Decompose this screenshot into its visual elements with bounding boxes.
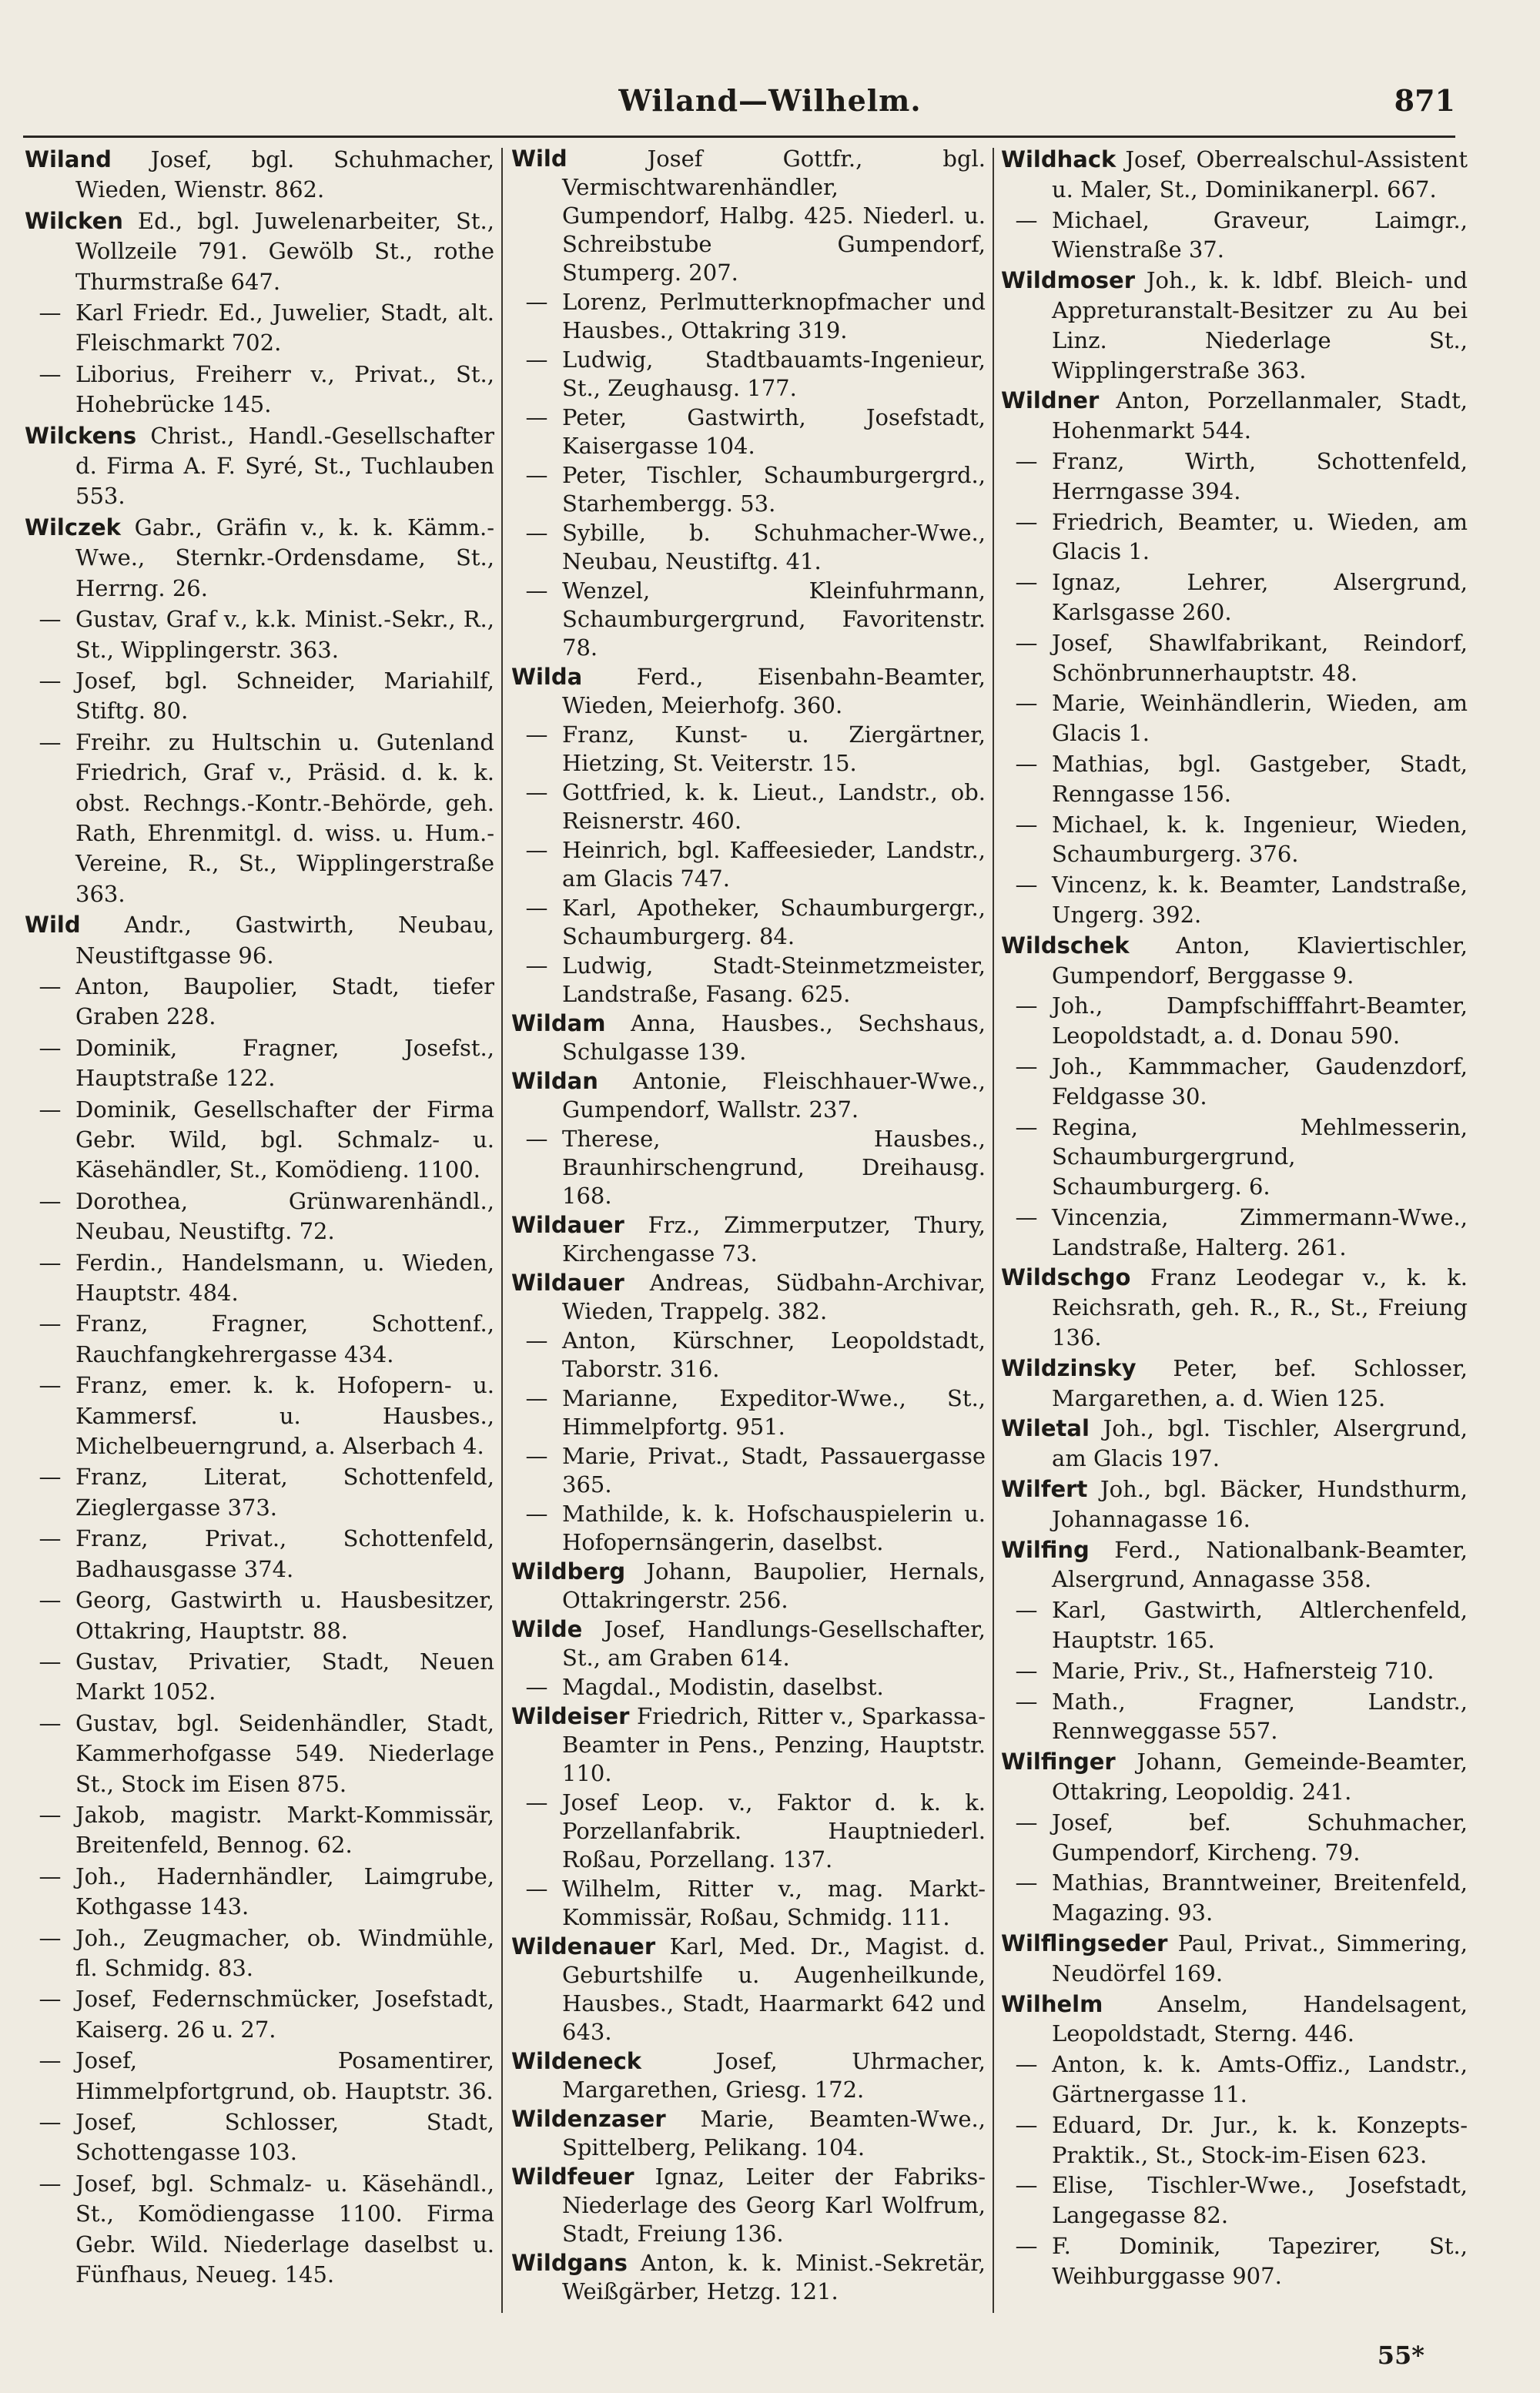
directory-entry: [25, 2169, 494, 2291]
entry-text: Frz., Zimmerputzer, Thury, Kirchengasse 73.: [562, 1212, 986, 1267]
entry-text: Josef, Uhrmacher, Margarethen, Griesg. 172.: [562, 2048, 986, 2103]
directory-entry: [511, 346, 986, 403]
entry-text: Marie, Weinhändlerin, Wieden, am Glacis 1.: [1052, 690, 1468, 747]
column-1: [25, 145, 494, 2316]
entry-text: Peter, bef. Schlosser, Margarethen, a. d. Wien 125.: [1052, 1354, 1468, 1411]
entry-surname: Wiland: [25, 146, 112, 172]
repeat-dash: —: [525, 837, 548, 863]
directory-entry: [25, 1524, 494, 1585]
directory-entry: [511, 1009, 986, 1066]
directory-entry: [1001, 2050, 1468, 2110]
directory-entry: [25, 604, 494, 665]
directory-entry: [25, 972, 494, 1033]
entry-text: Franz, Wirth, Schottenfeld, Herrngasse 394.: [1052, 447, 1468, 504]
directory-entry: [511, 778, 986, 835]
directory-entry: [1001, 2110, 1468, 2170]
header-rule: [23, 136, 1455, 138]
entry-text: Antonie, Fleischhauer-Wwe., Gumpendorf, Wallstr. 237.: [562, 1068, 986, 1123]
entry-surname: Wiletal: [1001, 1415, 1090, 1442]
entry-text: Joh., Zeugmacher, ob. Windmühle, fl. Schmidg. 83.: [75, 1924, 494, 1981]
repeat-dash: —: [38, 972, 62, 999]
entry-text: Joh., k. k. ldbf. Bleich- und Appreturanstalt-Besitzer zu Au bei Linz. Niederlage St., Wipplingerstraße 363.: [1052, 267, 1468, 383]
entry-text: Therese, Hausbes., Braunhirschengrund, Dreihausg. 168.: [562, 1126, 986, 1209]
entry-text: Marie, Priv., St., Hafnersteig 710.: [1052, 1657, 1435, 1684]
entry-text: Math., Fragner, Landstr., Rennweggasse 557.: [1052, 1688, 1468, 1745]
directory-entry: [1001, 1113, 1468, 1202]
directory-entry: [25, 2046, 494, 2107]
entry-surname: Wildeiser: [511, 1703, 630, 1729]
directory-entry: [511, 2047, 986, 2104]
directory-entry: [511, 145, 986, 287]
repeat-dash: —: [38, 360, 62, 387]
entry-surname: Wilfert: [1001, 1476, 1088, 1503]
entry-surname: Wildfeuer: [511, 2164, 634, 2190]
repeat-dash: —: [1015, 1688, 1038, 1715]
repeat-dash: —: [525, 952, 548, 979]
repeat-dash: —: [525, 289, 548, 315]
directory-entry: [511, 1702, 986, 1788]
entry-text: Franz, Kunst- u. Ziergärtner, Hietzing, St. Veiterstr. 15.: [562, 721, 986, 776]
repeat-dash: —: [1015, 2172, 1038, 2199]
entry-text: Vincenzia, Zimmermann-Wwe., Landstraße, Halterg. 261.: [1052, 1203, 1468, 1260]
signature-mark: 55*: [1377, 2341, 1424, 2370]
entry-text: Karl, Gastwirth, Altlerchenfeld, Hauptstr. 165.: [1052, 1597, 1468, 1654]
directory-entry: [511, 1875, 986, 1932]
entry-surname: Wilhelm: [1001, 1990, 1103, 2017]
directory-entry: [511, 1933, 986, 2047]
repeat-dash: —: [1015, 2232, 1038, 2259]
entry-text: Peter, Tischler, Schaumburgergrd., Starhembergg. 53.: [562, 462, 986, 517]
repeat-dash: —: [525, 1443, 548, 1469]
entry-text: Heinrich, bgl. Kaffeesieder, Landstr., am Glacis 747.: [562, 837, 986, 892]
directory-entry: [1001, 991, 1468, 1051]
running-head: Wiland—Wilhelm.: [618, 83, 922, 118]
entry-text: Anna, Hausbes., Sechshaus, Schulgasse 139.: [562, 1010, 986, 1065]
entry-text: Jakob, magistr. Markt-Kommissär, Breitenfeld, Bennog. 62.: [75, 1801, 494, 1859]
repeat-dash: —: [525, 1789, 548, 1816]
entry-text: Josef Leop. v., Faktor d. k. k. Porzellanfabrik. Hauptniederl. Roßau, Porzellang. 137.: [562, 1789, 986, 1873]
entry-text: Joh., Hadernhändler, Laimgrube, Kothgasse 143.: [75, 1863, 494, 1920]
directory-entry: [1001, 749, 1468, 809]
entry-text: Paul, Privat., Simmering, Neudörfel 169.: [1052, 1930, 1468, 1986]
entry-text: Mathilde, k. k. Hofschauspielerin u. Hofopernsängerin, daselbst.: [562, 1501, 986, 1555]
entry-text: Gustav, Graf v., k.k. Minist.-Sekr., R., St., Wipplingerstr. 363.: [75, 606, 494, 663]
entry-text: Magdal., Modistin, daselbst.: [562, 1674, 884, 1700]
entry-text: Josef, Oberrealschul-Assistent u. Maler, St., Dominikanerpl. 667.: [1052, 146, 1468, 202]
directory-entry: [511, 952, 986, 1009]
repeat-dash: —: [38, 1648, 62, 1675]
directory-entry: [1001, 567, 1468, 628]
directory-entry: [511, 519, 986, 576]
directory-entry: [511, 1067, 986, 1124]
directory-entry: [25, 1585, 494, 1646]
repeat-dash: —: [38, 1525, 62, 1552]
repeat-dash: —: [525, 1385, 548, 1411]
directory-entry: [511, 577, 986, 662]
entry-text: Dominik, Fragner, Josefst., Hauptstraße 122.: [75, 1034, 494, 1092]
entry-text: Elise, Tischler-Wwe., Josefstadt, Langegasse 82.: [1052, 2172, 1468, 2229]
repeat-dash: —: [525, 462, 548, 488]
column-2: [511, 145, 986, 2316]
directory-entry: [25, 1984, 494, 2045]
directory-entry: [511, 721, 986, 778]
entry-surname: Wildhack: [1001, 146, 1116, 172]
directory-entry: [511, 1615, 986, 1672]
entry-text: Ferd., Eisenbahn-Beamter, Wieden, Meierhofg. 360.: [562, 664, 986, 718]
directory-entry: [25, 1186, 494, 1247]
directory-entry: [1001, 1808, 1468, 1868]
entry-text: Anton, Kürschner, Leopoldstadt, Taborstr. 316.: [562, 1327, 986, 1382]
page-header: [0, 80, 1540, 134]
repeat-dash: —: [525, 895, 548, 921]
entry-text: Vincenz, k. k. Beamter, Landstraße, Ungerg. 392.: [1052, 872, 1468, 928]
repeat-dash: —: [38, 1986, 62, 2013]
entry-text: Franz, Privat., Schottenfeld, Badhausgasse 374.: [75, 1525, 494, 1582]
entry-surname: Wilcken: [25, 207, 123, 234]
repeat-dash: —: [38, 1187, 62, 1214]
repeat-dash: —: [1015, 1203, 1038, 1230]
directory-entry: [1001, 2170, 1468, 2231]
directory-entry: [25, 513, 494, 604]
directory-entry: [1001, 145, 1468, 205]
repeat-dash: —: [1015, 447, 1038, 474]
directory-entry: [511, 1327, 986, 1384]
entry-text: Wilhelm, Ritter v., mag. Markt-Kommissär, Roßau, Schmidg. 111.: [562, 1876, 986, 1930]
entry-text: Wenzel, Kleinfuhrmann, Schaumburgergrund, Favoritenstr. 78.: [562, 577, 986, 661]
entry-text: Regina, Mehlmesserin, Schaumburgergrund, Schaumburgerg. 6.: [1052, 1113, 1468, 1200]
repeat-dash: —: [38, 1310, 62, 1337]
entry-text: Gustav, Privatier, Stadt, Neuen Markt 1052.: [75, 1648, 494, 1705]
entry-text: Josef, Handlungs-Gesellschafter, St., am Graben 614.: [562, 1616, 986, 1671]
entry-text: Dorothea, Grünwarenhändl., Neubau, Neustiftg. 72.: [75, 1187, 494, 1245]
entry-text: Marie, Privat., Stadt, Passauergasse 365.: [562, 1443, 986, 1498]
entry-surname: Wildenauer: [511, 1933, 656, 1960]
entry-surname: Wild: [25, 912, 81, 939]
entry-text: Mathias, Branntweiner, Breitenfeld, Magazing. 93.: [1052, 1869, 1468, 1926]
directory-entry: [25, 666, 494, 727]
directory-entry: [1001, 931, 1468, 991]
repeat-dash: —: [38, 1924, 62, 1951]
repeat-dash: —: [1015, 1657, 1038, 1684]
directory-entry: [511, 2105, 986, 2162]
entry-surname: Wildauer: [511, 1212, 624, 1238]
directory-entry: [511, 663, 986, 720]
entry-surname: Wilde: [511, 1616, 583, 1642]
directory-entry: [25, 298, 494, 359]
directory-entry: [511, 461, 986, 518]
directory-entry: [1001, 1595, 1468, 1655]
repeat-dash: —: [1015, 569, 1038, 596]
directory-entry: [1001, 386, 1468, 446]
entry-text: Michael, Graveur, Laimgr., Wienstraße 37.: [1052, 206, 1468, 263]
repeat-dash: —: [38, 300, 62, 326]
entry-text: Karl Friedr. Ed., Juwelier, Stadt, alt. Fleischmarkt 702.: [75, 300, 494, 356]
entry-text: Josef, Shawlfabrikant, Reindorf, Schönbrunnerhauptstr. 48.: [1052, 629, 1468, 686]
directory-entry: [1001, 1929, 1468, 1989]
entry-text: Franz, Literat, Schottenfeld, Zieglergasse 373.: [75, 1464, 494, 1521]
repeat-dash: —: [1015, 2111, 1038, 2138]
repeat-dash: —: [1015, 1113, 1038, 1140]
entry-text: Friedrich, Beamter, u. Wieden, am Glacis 1.: [1052, 508, 1468, 565]
directory-entry: [25, 728, 494, 909]
entry-surname: Wildgans: [511, 2250, 628, 2276]
entry-text: Joh., bgl. Tischler, Alsergrund, am Glacis 197.: [1052, 1415, 1468, 1472]
directory-entry: [25, 1095, 494, 1186]
repeat-dash: —: [38, 1096, 62, 1123]
directory-entry: [511, 1500, 986, 1557]
directory-entry: [511, 288, 986, 345]
entry-text: Ludwig, Stadtbauamts-Ingenieur, St., Zeughausg. 177.: [562, 346, 986, 401]
repeat-dash: —: [525, 1501, 548, 1527]
entry-text: Johann, Baupolier, Hernals, Ottakringerstr. 256.: [562, 1558, 986, 1613]
entry-text: Ignaz, Lehrer, Alsergrund, Karlsgasse 260.: [1052, 569, 1468, 625]
directory-entry: [25, 1923, 494, 1984]
entry-surname: Wildner: [1001, 387, 1100, 414]
entry-text: Karl, Med. Dr., Magist. d. Geburtshilfe u. Augenheilkunde, Hausbes., Stadt, Haarmarkt 642 und 643.: [562, 1933, 986, 2045]
repeat-dash: —: [1015, 992, 1038, 1019]
entry-text: Anton, k. k. Amts-Offiz., Landstr., Gärtnergasse 11.: [1052, 2051, 1468, 2107]
repeat-dash: —: [38, 2047, 62, 2074]
entry-text: Anton, Baupolier, Stadt, tiefer Graben 228.: [75, 972, 494, 1030]
directory-entry: [511, 1442, 986, 1499]
directory-entry: [25, 1709, 494, 1799]
entry-text: Anselm, Handelsagent, Leopoldstadt, Sterng. 446.: [1052, 1990, 1468, 2047]
directory-entry: [511, 1558, 986, 1615]
repeat-dash: —: [1015, 1869, 1038, 1896]
repeat-dash: —: [1015, 811, 1038, 838]
entry-text: Liborius, Freiherr v., Privat., St., Hohebrücke 145.: [75, 360, 494, 418]
repeat-dash: —: [525, 577, 548, 604]
directory-entry: [511, 403, 986, 460]
entry-text: Ludwig, Stadt-Steinmetzmeister, Landstraße, Fasang. 625.: [562, 952, 986, 1007]
repeat-dash: —: [38, 1587, 62, 1614]
directory-entry: [1001, 266, 1468, 385]
repeat-dash: —: [38, 1249, 62, 1276]
directory-entry: [1001, 1656, 1468, 1686]
repeat-dash: —: [525, 721, 548, 748]
entry-text: Andr., Gastwirth, Neubau, Neustiftgasse 96.: [75, 912, 494, 969]
entry-surname: Wildschgo: [1001, 1264, 1131, 1291]
directory-entry: [1001, 1687, 1468, 1747]
entry-text: Georg, Gastwirth u. Hausbesitzer, Ottakring, Hauptstr. 88.: [75, 1587, 494, 1644]
entry-surname: Wildenzaser: [511, 2106, 666, 2132]
repeat-dash: —: [38, 606, 62, 633]
directory-entry: [1001, 507, 1468, 567]
repeat-dash: —: [1015, 508, 1038, 535]
repeat-dash: —: [525, 1126, 548, 1152]
entry-text: Gabr., Gräfin v., k. k. Kämm.-Wwe., Sternkr.-Ordensdame, St., Herrng. 26.: [75, 514, 494, 601]
entry-surname: Wilflingseder: [1001, 1930, 1168, 1957]
repeat-dash: —: [1015, 872, 1038, 899]
directory-entry: [1001, 1354, 1468, 1414]
repeat-dash: —: [525, 520, 548, 546]
repeat-dash: —: [38, 1464, 62, 1491]
directory-entry: [1001, 628, 1468, 688]
directory-entry: [25, 145, 494, 206]
entry-surname: Wildeneck: [511, 2048, 642, 2074]
entry-text: Anton, Porzellanmaler, Stadt, Hohenmarkt 544.: [1052, 387, 1468, 444]
directory-entry: [25, 1800, 494, 1861]
entry-text: Andreas, Südbahn-Archivar, Wieden, Trappelg. 382.: [562, 1270, 986, 1324]
repeat-dash: —: [525, 1327, 548, 1354]
directory-entry: [1001, 1414, 1468, 1474]
entry-text: Michael, k. k. Ingenieur, Wieden, Schaumburgerg. 376.: [1052, 811, 1468, 868]
repeat-dash: —: [38, 1801, 62, 1828]
entry-text: Josef, bef. Schuhmacher, Gumpendorf, Kircheng. 79.: [1052, 1809, 1468, 1866]
repeat-dash: —: [1015, 2051, 1038, 2078]
directory-entry: [511, 2249, 986, 2306]
directory-entry: [511, 1673, 986, 1702]
directory-entry: [1001, 870, 1468, 930]
entry-text: Marianne, Expeditor-Wwe., St., Himmelpfortg. 951.: [562, 1385, 986, 1440]
directory-entry: [1001, 447, 1468, 507]
directory-entry: [1001, 206, 1468, 266]
entry-text: Mathias, bgl. Gastgeber, Stadt, Renngasse 156.: [1052, 750, 1468, 807]
entry-text: Josef, bgl. Schuhmacher, Wieden, Wienstr. 862.: [75, 146, 494, 203]
entry-text: Josef, Posamentirer, Himmelpfortgrund, ob. Hauptstr. 36.: [75, 2047, 494, 2104]
entry-text: Anton, Klaviertischler, Gumpendorf, Berggasse 9.: [1052, 932, 1468, 989]
entry-text: Karl, Apotheker, Schaumburgergr., Schaumburgerg. 84.: [562, 895, 986, 949]
directory-entry: [25, 2107, 494, 2168]
entry-text: Josef, bgl. Schneider, Mariahilf, Stiftg. 80.: [75, 667, 494, 725]
repeat-dash: —: [38, 2170, 62, 2197]
entry-surname: Wildauer: [511, 1270, 624, 1296]
entry-surname: Wilfinger: [1001, 1749, 1116, 1776]
entry-surname: Wild: [511, 146, 567, 172]
directory-entry: [511, 894, 986, 951]
repeat-dash: —: [1015, 750, 1038, 777]
entry-text: Franz Leodegar v., k. k. Reichsrath, geh. R., R., St., Freiung 136.: [1052, 1264, 1468, 1351]
directory-entry: [25, 1309, 494, 1370]
entry-text: Peter, Gastwirth, Josefstadt, Kaisergasse 104.: [562, 404, 986, 459]
directory-entry: [1001, 1868, 1468, 1928]
directory-entry: [511, 1384, 986, 1441]
entry-text: F. Dominik, Tapezirer, St., Weihburggasse 907.: [1052, 2232, 1468, 2289]
directory-entry: [25, 910, 494, 971]
entry-text: Ferd., Nationalbank-Beamter, Alsergrund, Annagasse 358.: [1052, 1536, 1468, 1593]
entry-text: Josef, Schlosser, Stadt, Schottengasse 103.: [75, 2109, 494, 2166]
entry-text: Christ., Handl.-Gesellschafter d. Firma A. F. Syré, St., Tuchlauben 553.: [75, 422, 494, 510]
directory-entry: [1001, 688, 1468, 748]
entry-surname: Wilda: [511, 664, 583, 690]
page-number: 871: [1394, 83, 1455, 118]
repeat-dash: —: [38, 2109, 62, 2135]
repeat-dash: —: [525, 779, 548, 805]
directory-entry: [1001, 1203, 1468, 1263]
entry-text: Dominik, Gesellschafter der Firma Gebr. Wild, bgl. Schmalz- u. Käsehändler, St., Komödieng. 1100.: [75, 1096, 494, 1183]
entry-text: Josef, bgl. Schmalz- u. Käsehändl., St., Komödiengasse 1100. Firma Gebr. Wild. Niederlage daselbst u. Fünfhaus, Neueg. 145.: [75, 2170, 494, 2288]
entry-surname: Wilckens: [25, 422, 137, 449]
entry-text: Ignaz, Leiter der Fabriks-Niederlage des Georg Karl Wolfrum, Stadt, Freiung 136.: [562, 2164, 986, 2247]
entry-surname: Wildan: [511, 1068, 598, 1094]
repeat-dash: —: [1015, 1053, 1038, 1079]
entry-text: Franz, emer. k. k. Hofopern- u. Kammersf. u. Hausbes., Michelbeuerngrund, a. Alserbach 4.: [75, 1372, 494, 1460]
entry-text: Ferdin., Handelsmann, u. Wieden, Hauptstr. 484.: [75, 1249, 494, 1307]
repeat-dash: —: [38, 728, 62, 755]
repeat-dash: —: [1015, 206, 1038, 233]
directory-entry: [1001, 1990, 1468, 2050]
entry-text: Lorenz, Perlmutterknopfmacher und Hausbes., Ottakring 319.: [562, 289, 986, 343]
directory-entry: [1001, 1474, 1468, 1535]
entry-text: Gustav, bgl. Seidenhändler, Stadt, Kammerhofgasse 549. Niederlage St., Stock im Eisen 875.: [75, 1709, 494, 1797]
directory-entry: [511, 1789, 986, 1874]
entry-text: Josef, Federnschmücker, Josefstadt, Kaiserg. 26 u. 27.: [75, 1986, 494, 2043]
directory-entry: [25, 1862, 494, 1923]
entry-surname: Wilczek: [25, 514, 121, 541]
directory-entry: [25, 1033, 494, 1094]
entry-text: Ed., bgl. Juwelenarbeiter, St., Wollzeile 791. Gewölb St., rothe Thurmstraße 647.: [75, 207, 494, 295]
directory-entry: [25, 206, 494, 297]
entry-text: Anton, k. k. Minist.-Sekretär, Weißgärber, Hetzg. 121.: [562, 2250, 986, 2304]
entry-text: Gottfried, k. k. Lieut., Landstr., ob. Reisnerstr. 460.: [562, 779, 986, 834]
directory-entry: [511, 2163, 986, 2248]
entry-surname: Wildschek: [1001, 932, 1130, 959]
column-divider: [501, 148, 503, 2313]
entry-surname: Wilfing: [1001, 1536, 1090, 1563]
entry-text: Josef Gottfr., bgl. Vermischtwarenhändler, Gumpendorf, Halbg. 425. Niederl. u. Schreibstube Gumpendorf, Stumperg. 207.: [562, 146, 986, 286]
repeat-dash: —: [38, 667, 62, 694]
repeat-dash: —: [525, 404, 548, 430]
repeat-dash: —: [38, 1709, 62, 1736]
entry-text: Friedrich, Ritter v., Sparkassa-Beamter in Pens., Penzing, Hauptstr. 110.: [562, 1703, 986, 1786]
column-3: [1001, 145, 1468, 2316]
column-divider: [993, 148, 994, 2313]
directory-entry: [25, 1248, 494, 1309]
repeat-dash: —: [525, 1674, 548, 1700]
entry-surname: Wildzinsky: [1001, 1354, 1137, 1381]
directory-entry: [1001, 1052, 1468, 1112]
directory-entry: [1001, 1747, 1468, 1807]
repeat-dash: —: [1015, 1597, 1038, 1624]
repeat-dash: —: [1015, 690, 1038, 717]
directory-entry: [25, 1462, 494, 1523]
entry-text: Franz, Fragner, Schottenf., Rauchfangkehrergasse 434.: [75, 1310, 494, 1367]
entry-text: Marie, Beamten-Wwe., Spittelberg, Pelikang. 104.: [562, 2106, 986, 2160]
directory-entry: [1001, 1263, 1468, 1352]
entry-text: Eduard, Dr. Jur., k. k. Konzepts-Praktik., St., Stock-im-Eisen 623.: [1052, 2111, 1468, 2168]
entry-surname: Wildam: [511, 1010, 606, 1036]
repeat-dash: —: [1015, 1809, 1038, 1836]
entry-text: Joh., Kammmacher, Gaudenzdorf, Feldgasse 30.: [1052, 1053, 1468, 1109]
repeat-dash: —: [38, 1372, 62, 1399]
directory-entry: [511, 1125, 986, 1210]
entry-text: Joh., Dampfschifffahrt-Beamter, Leopoldstadt, a. d. Donau 590.: [1052, 992, 1468, 1049]
directory-entry: [25, 1371, 494, 1461]
entry-text: Johann, Gemeinde-Beamter, Ottakring, Leopoldig. 241.: [1052, 1749, 1468, 1806]
repeat-dash: —: [38, 1863, 62, 1889]
directory-entry: [511, 836, 986, 893]
repeat-dash: —: [525, 1876, 548, 1902]
directory-entry: [1001, 810, 1468, 870]
repeat-dash: —: [38, 1034, 62, 1061]
entry-text: Joh., bgl. Bäcker, Hundsthurm, Johannagasse 16.: [1052, 1476, 1468, 1532]
entry-text: Sybille, b. Schuhmacher-Wwe., Neubau, Neustiftg. 41.: [562, 520, 986, 574]
directory-entry: [511, 1269, 986, 1326]
directory-entry: [25, 1647, 494, 1708]
entry-surname: Wildmoser: [1001, 267, 1135, 294]
directory-entry: [25, 360, 494, 420]
entry-text: Freihr. zu Hultschin u. Gutenland Friedrich, Graf v., Präsid. d. k. k. obst. Rechngs.-Kontr.-Behörde, geh. Rath, Ehrenmitgl. d. wiss. u. Hum.-Vereine, R., St., Wipplingerstraße 363.: [75, 728, 494, 907]
directory-entry: [1001, 2231, 1468, 2291]
repeat-dash: —: [1015, 629, 1038, 656]
directory-entry: [1001, 1535, 1468, 1595]
directory-entry: [25, 421, 494, 512]
entry-surname: Wildberg: [511, 1558, 626, 1585]
repeat-dash: —: [525, 346, 548, 373]
directory-entry: [511, 1211, 986, 1268]
